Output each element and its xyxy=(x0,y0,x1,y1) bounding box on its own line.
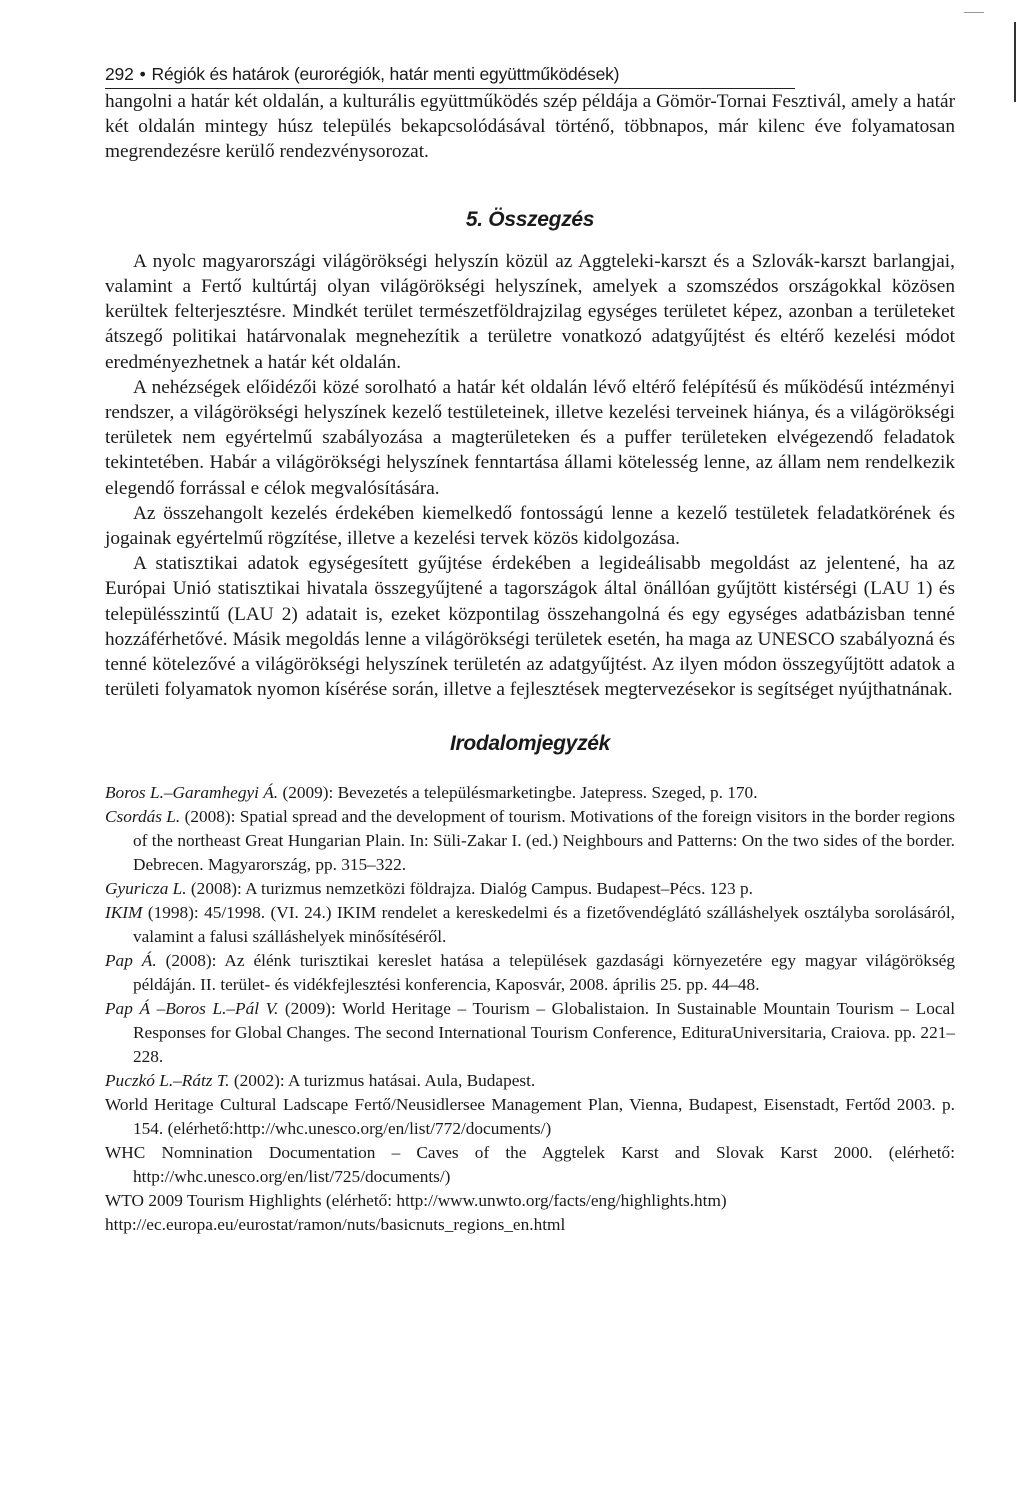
section-heading: 5. Összegzés xyxy=(465,207,595,231)
main-text xyxy=(105,89,955,702)
reference-item xyxy=(105,877,955,901)
bullet-separator: • xyxy=(139,64,146,84)
reference-text: (2008): A turizmus nemzetközi földrajza. Dialóg Campus. Budapest–Pécs. 123 p. xyxy=(186,879,753,899)
reference-item xyxy=(105,1093,955,1141)
running-title: Régiók és határok (eurorégiók, határ menti együttműködések) xyxy=(151,64,620,84)
page-number: 292 xyxy=(105,64,134,84)
reference-text: (2009): World Heritage – Tourism – Globalistaion. In Sustainable Mountain Tourism – Local Responses for Global Changes. The second International Tourism Conference, EdituraUniversitaria, Craiova. pp. 221–228. xyxy=(133,999,955,1067)
reference-text: (2002): A turizmus hatásai. Aula, Budapest. xyxy=(229,1071,536,1091)
reference-text: WTO 2009 Tourism Highlights (elérhető: http://www.unwto.org/facts/eng/highlights.htm) xyxy=(105,1191,727,1211)
reference-item xyxy=(105,1213,955,1237)
page-content xyxy=(105,64,955,1237)
reference-item xyxy=(105,805,955,877)
reference-author: Gyuricza L. xyxy=(105,879,187,899)
reference-item xyxy=(105,781,955,805)
reference-item xyxy=(105,1069,955,1093)
scan-mark-edge xyxy=(1014,22,1016,102)
reference-author: Pap Á. xyxy=(105,951,157,971)
reference-item xyxy=(105,997,955,1069)
reference-text: WHC Nomnination Documentation – Caves of the Aggtelek Karst and Slovak Karst 2000. (elérhető: http://whc.unesco.org/en/list/725/documents/) xyxy=(105,1143,955,1187)
reference-item xyxy=(105,1189,955,1213)
reference-text: World Heritage Cultural Ladscape Fertő/Neusidlersee Management Plan, Vienna, Budapest, Eisenstadt, Fertőd 2003. p. 154. (elérhető:http://whc.unesco.org/en/list/772/documents/) xyxy=(105,1095,955,1139)
scan-mark-top xyxy=(964,12,984,13)
reference-item xyxy=(105,1141,955,1189)
reference-text: http://ec.europa.eu/eurostat/ramon/nuts/basicnuts_regions_en.html xyxy=(105,1215,566,1235)
paragraph: A nyolc magyarországi világörökségi helyszín közül az Aggteleki-karszt és a Szlovák-karszt barlangjai, valamint a Fertő kultúrtáj olyan világörökségi helyszínek, amelyek a szomszédos országokkal közösen kerültek felterjesztésre. Mindkét terület természetföldrajzilag egységes területet képez, azonban a területeket átszegő politikai határvonalak megnehezítik a területre vonatkozó adatgyűjtést és eltérő kezelési módot eredményezhetnek a határ két oldalán. xyxy=(105,250,955,373)
reference-author: IKIM xyxy=(105,903,143,923)
paragraph: A statisztikai adatok egységesített gyűjtése érdekében a legideálisabb megoldást az jelentené, ha az Európai Unió statisztikai hivatala összegyűjtené a tagországok által önállóan gyűjtött kistérségi (LAU 1) és településszintű (LAU 2) adatait is, ezeket központilag összehangolná és egy egységes adatbázisban tenné hozzáférhetővé. Másik megoldás lenne a világörökségi területek esetén, ha maga az UNESCO szabályozná és tenné kötelezővé a világörökségi helyszínek területén az adatgyűjtést. Az ilyen módon összegyűjtött adatok a területi folyamatok nyomon kísérése során, illetve a fejlesztések megtervezésekor is segítséget nyújthatnának. xyxy=(105,553,955,701)
reference-author: Csordás L. xyxy=(105,807,181,827)
running-header xyxy=(105,64,795,89)
reference-author: Puczkó L.–Rátz T. xyxy=(105,1071,230,1091)
reference-text: (1998): 45/1998. (VI. 24.) IKIM rendelet a kereskedelmi és a fizetővendéglátó szálláshelyek osztályba sorolásáról, valamint a falusi szálláshelyek minősítéséről. xyxy=(133,903,955,947)
reference-author: Pap Á –Boros L.–Pál V. xyxy=(105,999,279,1019)
reference-item xyxy=(105,901,955,949)
bibliography-heading: Irodalomjegyzék xyxy=(449,732,611,756)
reference-text: (2008): Az élénk turisztikai kereslet hatása a települések gazdasági környezetére egy magyar világörökség példáján. II. terület- és vidékfejlesztési konferencia, Kaposvár, 2008. április 25. pp. 44–48. xyxy=(133,951,955,995)
paragraph: A nehézségek előidézői közé sorolható a határ két oldalán lévő eltérő felépítésű és működésű intézményi rendszer, a világörökségi helyszínek kezelő testületeinek, illetve kezelési terveinek hiánya, és a világörökségi területek nem egyértelmű szabályozása a magterületeken és a puffer területeken elvégezendő feladatok tekintetében. Habár a világörökségi helyszínek fenntartása állami kötelesség lenne, az állam nem rendelkezik elegendő forrással e célok megvalósítására. xyxy=(105,376,955,499)
reference-text: (2008): Spatial spread and the development of tourism. Motivations of the foreign visitors in the border regions of the northeast Great Hungarian Plain. In: Süli-Zakar I. (ed.) Neighbours and Patterns: On the two sides of the border. Debrecen. Magyarország, pp. 315–322. xyxy=(133,807,956,875)
reference-item xyxy=(105,949,955,997)
reference-author: Boros L.–Garamhegyi Á. xyxy=(105,783,279,803)
paragraph: Az összehangolt kezelés érdekében kiemelkedő fontosságú lenne a kezelő testületek feladatkörének és jogainak egyértelmű rögzítése, illetve a kezelési tervek közös kidolgozása. xyxy=(105,502,955,550)
bibliography-list xyxy=(105,781,955,1237)
intro-paragraph: hangolni a határ két oldalán, a kulturális együttműködés szép példája a Gömör-Tornai Fesztivál, amely a határ két oldalán mintegy húsz település bekapcsolódásával történő, többnapos, már kilenc éve folyamatosan megrendezésre kerülő rendezvénysorozat. xyxy=(105,91,955,163)
reference-text: (2009): Bevezetés a településmarketingbe. Jatepress. Szeged, p. 170. xyxy=(278,783,758,803)
